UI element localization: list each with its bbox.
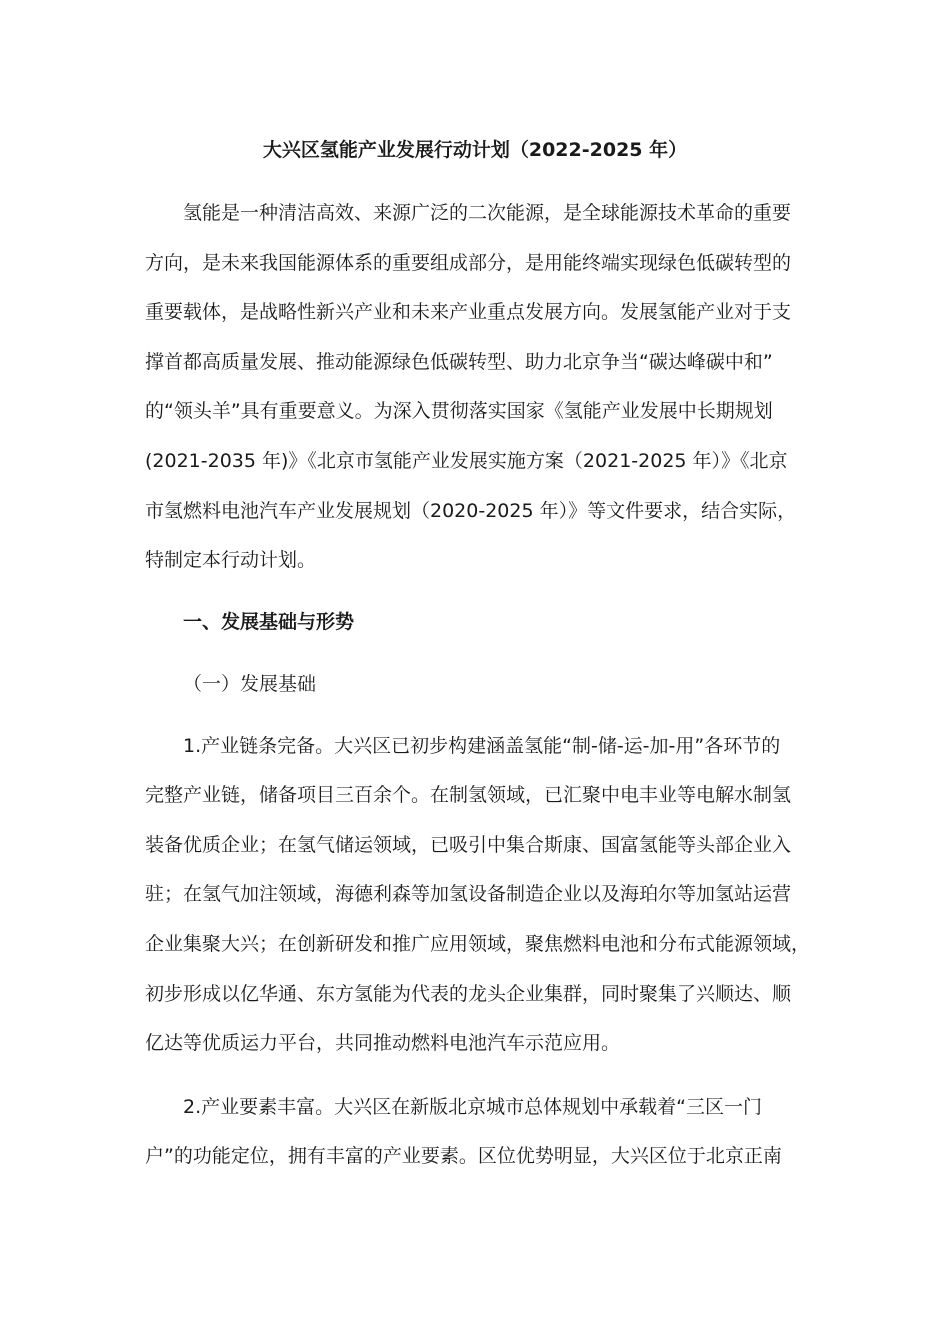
item2-line: 户”的功能定位，拥有丰富的产业要素。区位优势明显，大兴区位于北京正南 <box>145 1145 782 1167</box>
subsection-heading: （一）发展基础 <box>183 673 317 695</box>
intro-line: 市氢燃料电池汽车产业发展规划（2020-2025 年）》等文件要求，结合实际， <box>145 500 797 522</box>
intro-line: 氢能是一种清洁高效、来源广泛的二次能源，是全球能源技术革命的重要 <box>183 202 792 224</box>
intro-line: 方向，是未来我国能源体系的重要组成部分，是用能终端实现绿色低碳转型的 <box>145 252 792 274</box>
item1-line: 企业集聚大兴；在创新研发和推广应用领域，聚焦燃料电池和分布式能源领域， <box>145 933 811 955</box>
item1-line: 驻；在氢气加注领域，海德利森等加氢设备制造企业以及海珀尔等加氢站运营 <box>145 883 792 905</box>
intro-line: 重要载体，是战略性新兴产业和未来产业重点发展方向。发展氢能产业对于支 <box>145 301 792 323</box>
item1-line: 亿达等优质运力平台，共同推动燃料电池汽车示范应用。 <box>145 1032 621 1054</box>
section-heading: 一、发展基础与形势 <box>183 611 355 633</box>
intro-line: (2021-2035 年)》《北京市氢能产业发展实施方案（2021-2025 年）》《北京 <box>145 450 788 472</box>
intro-line: 特制定本行动计划。 <box>145 549 317 571</box>
item1-line: 装备优质企业；在氢气储运领域，已吸引中集合斯康、国富氢能等头部企业入 <box>145 834 792 856</box>
item2-line: 2.产业要素丰富。大兴区在新版北京城市总体规划中承载着“三区一门 <box>183 1096 762 1118</box>
intro-line: 撑首都高质量发展、推动能源绿色低碳转型、助力北京争当“碳达峰碳中和” <box>145 351 773 373</box>
item1-line: 完整产业链，储备项目三百余个。在制氢领域，已汇聚中电丰业等电解水制氢 <box>145 784 792 806</box>
item1-line: 初步形成以亿华通、东方氢能为代表的龙头企业集群，同时聚集了兴顺达、顺 <box>145 983 792 1005</box>
item1-line: 1.产业链条完备。大兴区已初步构建涵盖氢能“制-储-运-加-用”各环节的 <box>183 735 781 757</box>
intro-line: 的“领头羊”具有重要意义。为深入贯彻落实国家《氢能产业发展中长期规划 <box>145 400 773 422</box>
document-title: 大兴区氢能产业发展行动计划（2022-2025 年） <box>262 139 688 161</box>
